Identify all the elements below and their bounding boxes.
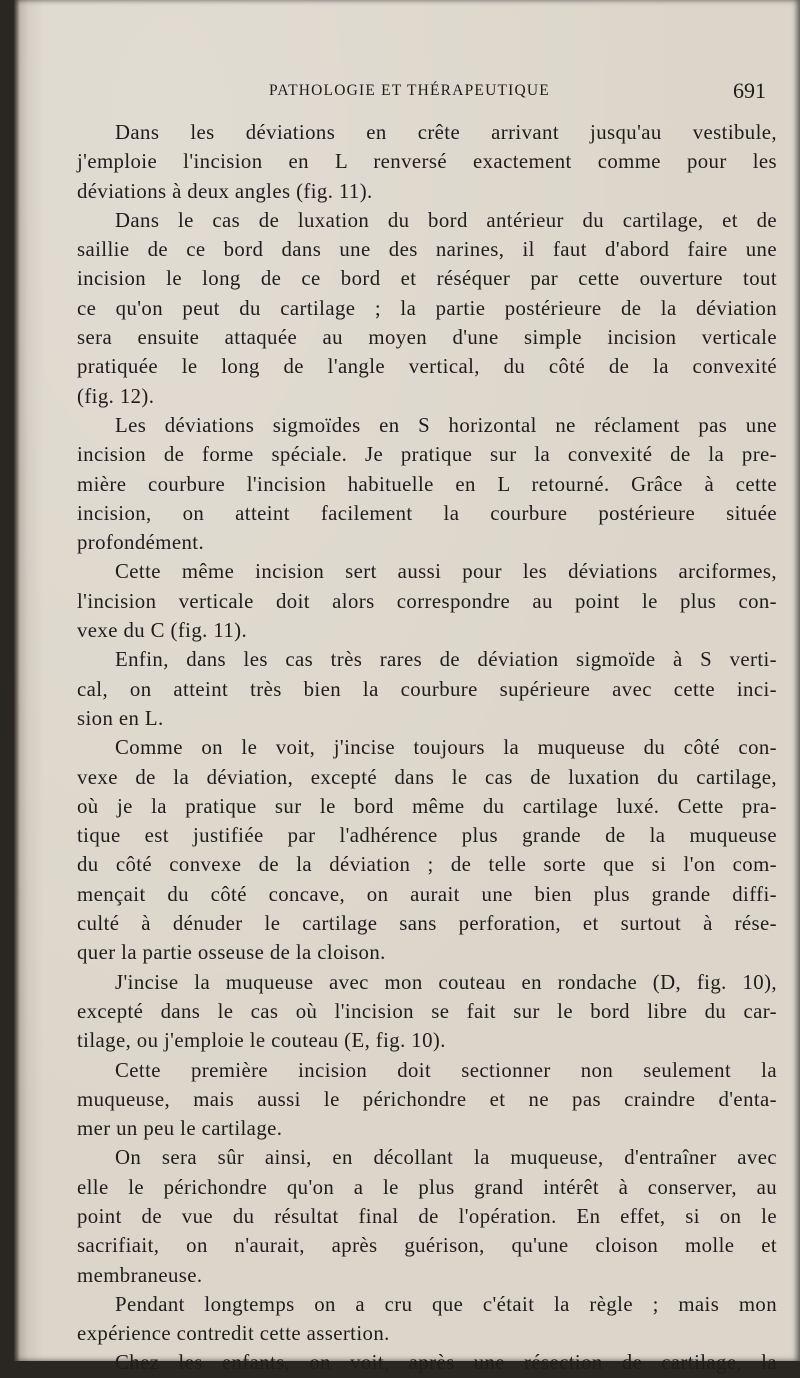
page-number: 691 <box>733 78 766 103</box>
paragraph <box>77 557 777 645</box>
text-line: (fig. 12). <box>77 384 155 408</box>
paragraph <box>77 118 777 206</box>
text-line: J'incise la muqueuse avec mon couteau en rondache (D, fig. 10), <box>115 970 777 994</box>
text-line: On sera sûr ainsi, en décollant la muqueuse, d'entraîner avec <box>115 1146 777 1170</box>
text-line: vexe de la déviation, excepté dans le cas de luxation du cartilage, <box>77 765 777 789</box>
text-line: ce qu'on peut du cartilage ; la partie postérieure de la déviation <box>77 296 777 320</box>
text-line: Cette première incision doit sectionner non seulement la <box>115 1058 777 1082</box>
text-line: pratiquée le long de l'angle vertical, du côté de la convexité <box>77 355 777 379</box>
text-line: du côté convexe de la déviation ; de telle sorte que si l'on com- <box>77 853 777 877</box>
text-line: incision, on atteint facilement la courbure postérieure située <box>77 501 777 525</box>
paragraph <box>77 1348 777 1377</box>
text-line: j'emploie l'incision en L renversé exactement comme pour les <box>77 150 777 174</box>
text-line: cal, on atteint très bien la courbure supérieure avec cette inci- <box>77 677 777 701</box>
running-title: PATHOLOGIE ET THÉRAPEUTIQUE <box>269 82 550 99</box>
text-line: sacrifiait, on n'aurait, après guérison, qu'une cloison molle et <box>77 1234 777 1258</box>
text-line: où je la pratique sur le bord même du cartilage luxé. Cette pra- <box>77 794 777 818</box>
book-page <box>14 0 800 1375</box>
paragraph <box>77 1290 777 1349</box>
paragraph <box>77 733 777 967</box>
text-line: Pendant longtemps on a cru que c'était la règle ; mais mon <box>115 1292 777 1316</box>
paragraph <box>77 206 777 411</box>
text-line: Dans les déviations en crête arrivant jusqu'au vestibule, <box>115 121 777 144</box>
text-line: incision le long de ce bord et réséquer par cette ouverture tout <box>77 267 777 291</box>
paragraph <box>77 411 777 557</box>
body-text <box>77 118 777 1378</box>
text-line: l'incision verticale doit alors correspondre au point le plus con- <box>77 589 777 613</box>
paragraph <box>77 968 777 1056</box>
text-line: tique est justifiée par l'adhérence plus grande de la muqueuse <box>77 824 777 848</box>
text-line: Les déviations sigmoïdes en S horizontal ne réclament pas une <box>115 413 777 437</box>
text-line: Enfin, dans les cas très rares de déviation sigmoïde à S verti- <box>115 648 777 672</box>
text-line: mière courbure l'incision habituelle en L retourné. Grâce à cette <box>77 472 777 496</box>
text-line: membraneuse. <box>77 1263 203 1287</box>
text-line: profondément. <box>77 531 205 555</box>
page-header <box>269 78 770 108</box>
paragraph <box>77 645 777 733</box>
text-line: déviations à deux angles (fig. 11). <box>77 179 373 203</box>
text-line: saillie de ce bord dans une des narines, il faut d'abord faire une <box>77 238 777 262</box>
text-line: muqueuse, mais aussi le périchondre et ne pas craindre d'enta- <box>77 1087 777 1111</box>
text-line: quer la partie osseuse de la cloison. <box>77 941 386 965</box>
text-line: excepté dans le cas où l'incision se fait sur le bord libre du car- <box>77 999 777 1023</box>
paragraph <box>77 1056 777 1144</box>
text-line: vexe du C (fig. 11). <box>77 619 248 643</box>
text-line: Dans le cas de luxation du bord antérieur du cartilage, et de <box>115 208 777 232</box>
text-line: mençait du côté concave, on aurait une bien plus grande diffi- <box>77 882 777 906</box>
text-line: Chez les enfants, on voit, après une résection de cartilage, la <box>115 1351 777 1375</box>
text-line: mer un peu le cartilage. <box>77 1117 283 1141</box>
text-line: expérience contredit cette assertion. <box>77 1322 390 1346</box>
text-line: Comme on le voit, j'incise toujours la muqueuse du côté con- <box>115 736 777 760</box>
text-line: elle le périchondre qu'on a le plus grand intérêt à conserver, au <box>77 1175 777 1199</box>
paragraph <box>77 1143 777 1289</box>
text-line: sion en L. <box>77 706 164 730</box>
text-line: culté à dénuder le cartilage sans perforation, et surtout à rése- <box>77 912 777 936</box>
text-line: tilage, ou j'emploie le couteau (E, fig. 10). <box>77 1029 446 1053</box>
text-line: Cette même incision sert aussi pour les déviations arciformes, <box>115 560 777 584</box>
text-line: sera ensuite attaquée au moyen d'une simple incision verticale <box>77 326 777 350</box>
text-line: incision de forme spéciale. Je pratique sur la convexité de la pre- <box>77 443 777 467</box>
text-line: point de vue du résultat final de l'opération. En effet, si on le <box>77 1204 777 1228</box>
